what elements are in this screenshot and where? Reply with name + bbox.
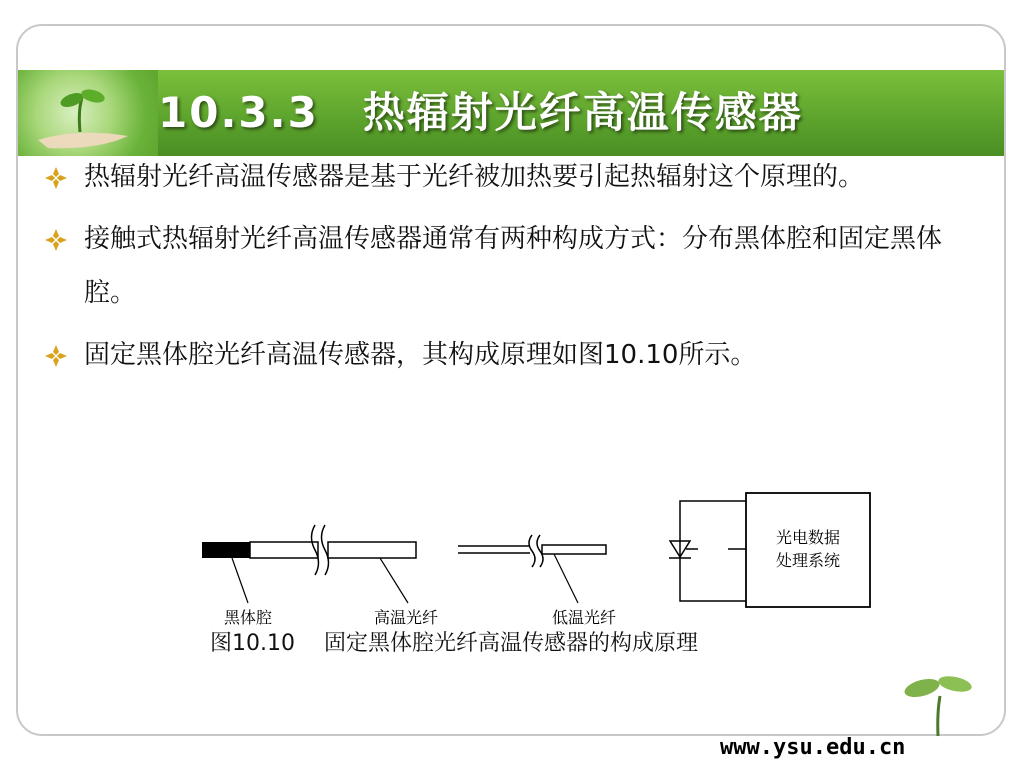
photoelectric-processing-box	[746, 493, 870, 607]
title-bar	[18, 70, 1006, 156]
label-high-temp-fiber: 高温光纤	[373, 608, 439, 627]
footer-url[interactable]: www.ysu.edu.cn	[720, 735, 906, 760]
diamond-bullet-icon	[44, 166, 68, 190]
box-label-line2: 处理系统	[775, 551, 841, 570]
bullet-item	[44, 328, 944, 382]
diamond-bullet-icon	[44, 344, 68, 368]
figure-caption: 图10.10 固定黑体腔光纤高温传感器的构成原理	[210, 631, 698, 656]
bullet-text: 热辐射光纤高温传感器是基于光纤被加热要引起热辐射这个原理的。	[84, 162, 865, 192]
sprout-icon	[900, 668, 976, 738]
bullet-text: 接触式热辐射光纤高温传感器通常有两种构成方式：分布黑体腔和固定黑体腔。	[84, 224, 943, 308]
bullet-item	[44, 150, 944, 204]
label-blackbody: 黑体腔	[223, 608, 273, 627]
label-low-temp-fiber: 低温光纤	[551, 608, 617, 627]
blackbody-cavity	[202, 542, 250, 558]
slide-title: 10.3.3 热辐射光纤高温传感器	[158, 88, 803, 137]
diamond-bullet-icon	[44, 228, 68, 252]
low-temp-fiber	[542, 545, 606, 554]
high-temp-fiber-right	[328, 542, 416, 558]
high-temp-fiber-left	[250, 542, 318, 558]
box-label-line1: 光电数据	[775, 528, 841, 547]
bullet-text: 固定黑体腔光纤高温传感器，其构成原理如图10.10所示。	[84, 340, 757, 370]
bullet-item	[44, 212, 944, 320]
hands-seedling-photo	[18, 70, 158, 156]
bullet-list	[44, 150, 944, 390]
